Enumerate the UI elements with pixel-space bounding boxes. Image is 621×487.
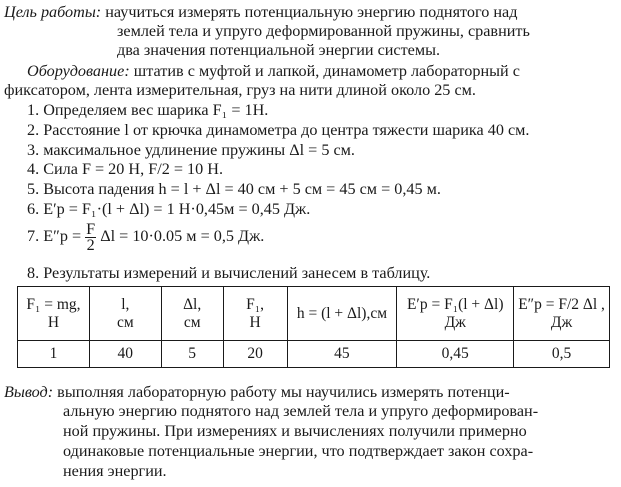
conclusion-text-4: одинаковые потенциальные энергии, что подтверждает закон сохра- <box>63 442 534 460</box>
conclusion-text-2: альную энергию поднятого над землей тела и упруго деформирован- <box>63 402 539 420</box>
step-2: 2. Расстояние l от крючка динамометра до центра тяжести шарика 40 см. <box>27 121 530 139</box>
conclusion-line-1 <box>4 383 510 402</box>
step-7-suffix: Δl = 10·0.05 м = 0,5 Дж. <box>100 227 265 246</box>
step-5: 5. Высота падения h = l + Δl = 40 см + 5 см = 45 см = 0,45 м. <box>27 180 441 198</box>
equipment-line-1 <box>27 62 520 81</box>
conclusion-text-5: нения энергии. <box>63 462 167 480</box>
value-cell-delta-l: 5 <box>161 341 223 368</box>
value-cell-f1: 20 <box>223 341 287 368</box>
step-7-fraction <box>85 222 96 253</box>
conclusion-text-1: выполняя лабораторную работу мы научились измерять потенци- <box>57 383 510 401</box>
goal-line-1 <box>4 3 517 22</box>
value-cell-ep2: 0,5 <box>514 341 610 368</box>
equipment-text-1: штатив с муфтой и лапкой, динамометр лабораторный с <box>133 62 520 80</box>
goal-text-3: два значения потенциальной энергии системы. <box>117 41 441 59</box>
conclusion-label: Вывод: <box>4 383 54 401</box>
equipment-label: Оборудование: <box>27 62 130 80</box>
header-cell-l: l, см <box>89 287 161 341</box>
goal-text-2: землей тела и упруго деформированной пружины, сравнить <box>117 22 530 40</box>
goal-text-1: научиться измерять потенциальную энергию поднятого над <box>105 3 518 21</box>
step-7-denominator: 2 <box>86 236 95 254</box>
value-cell-ep1: 0,45 <box>397 341 514 368</box>
step-4: 4. Сила F = 20 Н, F/2 = 10 Н. <box>27 160 223 178</box>
header-cell-ep2: E″p = F/2 Δl , Дж <box>514 287 610 341</box>
step-7-numerator: F <box>86 220 96 238</box>
value-cell-f1mg: 1 <box>18 341 90 368</box>
value-cell-h: 45 <box>287 341 397 368</box>
equipment-text-2: фиксатором, лента измерительная, груз на нити длиной около 25 см. <box>4 81 476 99</box>
step-6: 6. E′p = F₁·(l + Δl) = 1 Н·0,45м = 0,45 Дж. <box>27 200 311 218</box>
step-3: 3. максимальное удлинение пружины Δl = 5 см. <box>27 141 355 159</box>
results-table <box>17 286 610 368</box>
step-7-prefix: 7. E″p = <box>27 227 82 246</box>
step-7 <box>27 222 264 253</box>
table-row <box>18 341 610 368</box>
header-cell-f1: F₁, Н <box>223 287 287 341</box>
header-cell-ep1: E′p = F₁(l + Δl) Дж <box>397 287 514 341</box>
goal-label: Цель работы: <box>4 3 102 21</box>
step-8: 8. Результаты измерений и вычислений занесем в таблицу. <box>27 264 431 282</box>
table-header-row <box>18 287 610 341</box>
step-1: 1. Определяем вес шарика F₁ = 1Н. <box>27 101 269 119</box>
value-cell-l: 40 <box>89 341 161 368</box>
conclusion-text-3: ной пружины. При измерениях и вычислениях получили примерно <box>63 422 527 440</box>
header-cell-f1mg: F₁ = mg, Н <box>18 287 90 341</box>
header-cell-delta-l: Δl, см <box>161 287 223 341</box>
header-cell-h: h = (l + Δl),см <box>287 287 397 341</box>
